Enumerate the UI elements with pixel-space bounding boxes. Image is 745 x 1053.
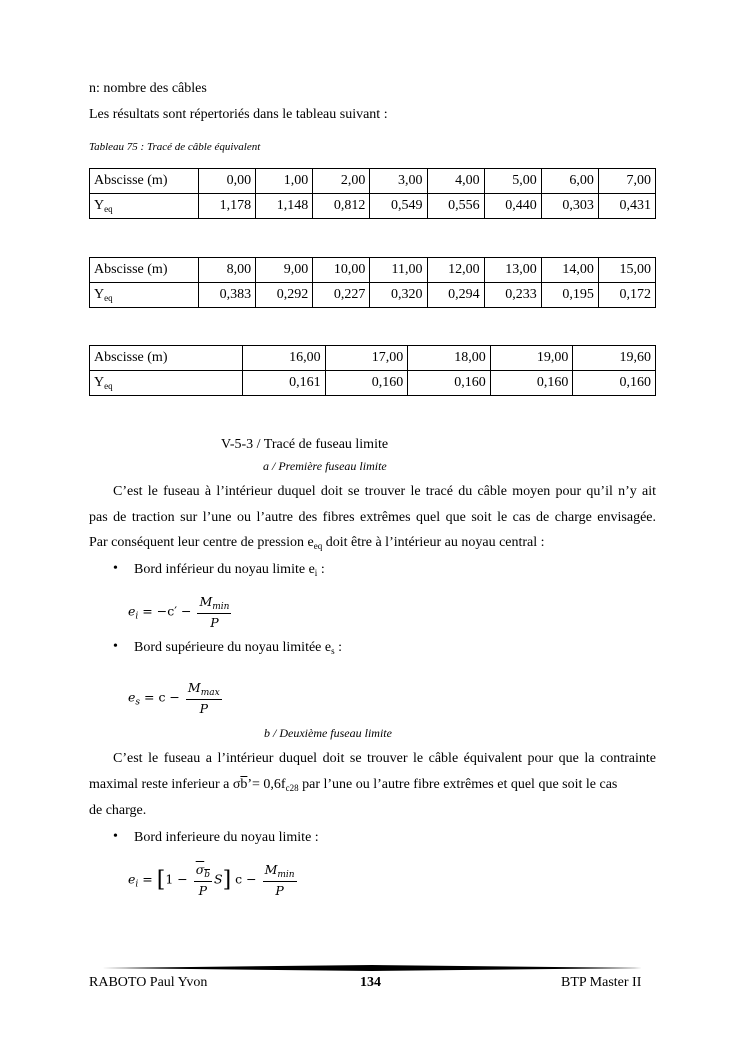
row-label-yeq: $Y_{eq}$ bbox=[90, 371, 243, 396]
table-cell: 0,00 bbox=[199, 169, 256, 194]
table-cell: 0,233 bbox=[484, 283, 541, 308]
table-cell: 0,160 bbox=[408, 371, 491, 396]
table-cell: 12,00 bbox=[427, 258, 484, 283]
intro-line-1: n: nombre des câbles bbox=[89, 81, 207, 96]
bullet-dot: • bbox=[113, 561, 118, 576]
table-cell: 0,549 bbox=[370, 194, 427, 219]
intro-line-2: Les résultats sont répertoriés dans le tableau suivant : bbox=[89, 107, 388, 122]
table-cell: 0,160 bbox=[325, 371, 408, 396]
table-cell: 0,227 bbox=[313, 283, 370, 308]
table-cell: 1,178 bbox=[199, 194, 256, 219]
table-cell: 19,00 bbox=[490, 346, 573, 371]
row-label-yeq: $Y_{eq}$ bbox=[90, 194, 199, 219]
table-cell: 0,303 bbox=[541, 194, 598, 219]
table-cell: 0,812 bbox=[313, 194, 370, 219]
table-cell: 0,556 bbox=[427, 194, 484, 219]
table-cell: 17,00 bbox=[325, 346, 408, 371]
table-cell: 7,00 bbox=[598, 169, 655, 194]
table-cell: 0,383 bbox=[199, 283, 256, 308]
table-cell: 14,00 bbox=[541, 258, 598, 283]
table-cell: 16,00 bbox=[243, 346, 326, 371]
table-row bbox=[90, 169, 656, 194]
table-cell: 2,00 bbox=[313, 169, 370, 194]
para-a-line-2: pas de traction sur l’une ou l’autre des fibres extrêmes quel que soit le cas de charge envisagée. bbox=[89, 510, 656, 525]
para-b-line-2: maximal reste inferieur a $\sigma\overline{b}’= 0,6f_{c28}$ par l’une ou l’autre fibre extrêmes et quel que soit le cas bbox=[89, 777, 618, 793]
table-row bbox=[90, 194, 656, 219]
para-a-line-3: Par conséquent leur centre de pression $e_{eq}$ doit être à l’intérieur au noyau central : bbox=[89, 535, 545, 551]
footer-rule bbox=[102, 964, 642, 972]
table-cell: 5,00 bbox=[484, 169, 541, 194]
table-cell: 19,60 bbox=[573, 346, 656, 371]
row-label-abscisse: Abscisse (m) bbox=[90, 346, 243, 371]
para-a-line-1: C’est le fuseau à l’intérieur duquel doit se trouver le tracé du câble moyen pour qu’il n’y ait bbox=[113, 484, 656, 499]
bullet-2-text: Bord supérieure du noyau limitée $e_s$ : bbox=[134, 640, 343, 656]
row-label-abscisse: Abscisse (m) bbox=[90, 169, 199, 194]
table-cell: 0,292 bbox=[256, 283, 313, 308]
table-cell: 1,148 bbox=[256, 194, 313, 219]
para-b-line-3: de charge. bbox=[89, 803, 147, 818]
table-row bbox=[90, 371, 656, 396]
footer-page-number: 134 bbox=[360, 975, 381, 990]
table-cell: 10,00 bbox=[313, 258, 370, 283]
table-cell: 0,160 bbox=[490, 371, 573, 396]
para-b-line-1: C’est le fuseau a l’intérieur duquel doit se trouver le câble équivalent pour que la contrainte bbox=[113, 751, 656, 766]
table-cell: 0,431 bbox=[598, 194, 655, 219]
table-cell: 8,00 bbox=[199, 258, 256, 283]
data-table-2 bbox=[89, 257, 656, 308]
formula-es: $e_s = c$ − $\frac{M_{max}}{P}$ bbox=[128, 680, 220, 716]
bullet-3-text: Bord inferieure du noyau limite : bbox=[134, 830, 319, 845]
row-label-abscisse: Abscisse (m) bbox=[90, 258, 199, 283]
table-cell: 0,195 bbox=[541, 283, 598, 308]
table-row bbox=[90, 283, 656, 308]
data-table-1 bbox=[89, 168, 656, 219]
table-cell: 0,294 bbox=[427, 283, 484, 308]
table-cell: 0,320 bbox=[370, 283, 427, 308]
table-cell: 0,172 bbox=[598, 283, 655, 308]
table-cell: 13,00 bbox=[484, 258, 541, 283]
table-cell: 0,440 bbox=[484, 194, 541, 219]
table-cell: 3,00 bbox=[370, 169, 427, 194]
table-cell: 0,160 bbox=[573, 371, 656, 396]
footer-course: BTP Master II bbox=[561, 975, 642, 990]
table-cell: 4,00 bbox=[427, 169, 484, 194]
section-title: V-5-3 / Tracé de fuseau limite bbox=[221, 437, 389, 452]
table-cell: 18,00 bbox=[408, 346, 491, 371]
table-row bbox=[90, 346, 656, 371]
bullet-1-text: Bord inférieur du noyau limite $e_i$ : bbox=[134, 562, 325, 578]
formula-ei-second: $e_i = [1$ − $\frac{\sigma_b}{P}$ S] c − $\frac{M_{min}}{P}$ bbox=[128, 862, 295, 898]
table-cell: 15,00 bbox=[598, 258, 655, 283]
subsection-b-title: b / Deuxième fuseau limite bbox=[264, 726, 392, 740]
footer-author: RABOTO Paul Yvon bbox=[89, 975, 208, 990]
table-cell: 1,00 bbox=[256, 169, 313, 194]
table-cell: 6,00 bbox=[541, 169, 598, 194]
subsection-a-title: a / Première fuseau limite bbox=[263, 459, 387, 473]
bullet-dot: • bbox=[113, 639, 118, 654]
table-caption: Tableau 75 : Tracé de câble équivalent bbox=[89, 141, 261, 153]
table-cell: 11,00 bbox=[370, 258, 427, 283]
table-cell: 0,161 bbox=[243, 371, 326, 396]
bullet-dot: • bbox=[113, 829, 118, 844]
table-row bbox=[90, 258, 656, 283]
row-label-yeq: $Y_{eq}$ bbox=[90, 283, 199, 308]
formula-ei-first: $e_i = -c'$ − $\frac{M_{min}}{P}$ bbox=[128, 594, 230, 630]
data-table-3 bbox=[89, 345, 656, 396]
table-cell: 9,00 bbox=[256, 258, 313, 283]
